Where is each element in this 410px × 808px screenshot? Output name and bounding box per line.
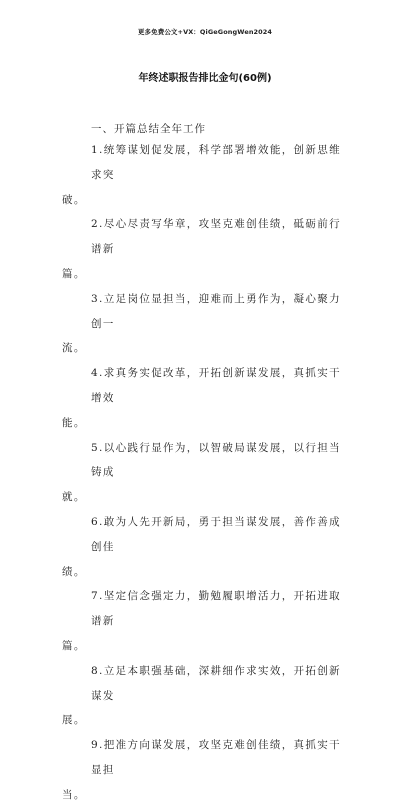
item-number: 4. (91, 367, 104, 380)
item-text: 求真务实促改革，开拓创新谋发展，真抓实干增效 (91, 367, 341, 404)
item-text-continued: 篇。 (62, 267, 86, 280)
item-text-continued: 流。 (62, 342, 86, 355)
item-number: 7. (91, 590, 104, 603)
item-number: 3. (91, 292, 104, 305)
list-item (62, 584, 341, 658)
item-text-continued: 篇。 (62, 639, 86, 652)
section-heading: 一、开篇总结全年工作 (91, 123, 206, 135)
item-number: 5. (91, 441, 104, 454)
item-text: 尽心尽责写华章，攻坚克难创佳绩，砥砺前行谱新 (91, 218, 341, 256)
list-item (62, 436, 341, 510)
item-text-continued: 当。 (62, 788, 86, 801)
item-text: 敢为人先开新局，勇于担当谋发展，善作善成创佳 (91, 515, 341, 553)
item-number: 1. (91, 144, 104, 156)
list-item (62, 733, 341, 807)
item-text: 把准方向谋发展，攻坚克难创佳绩，真抓实干显担 (91, 739, 341, 776)
item-text: 立足本职强基础，深耕细作求实效，开拓创新谋发 (91, 664, 341, 702)
item-list (62, 138, 341, 808)
item-text-continued: 绩。 (62, 565, 86, 578)
list-item (62, 659, 341, 733)
item-text-continued: 展。 (62, 714, 86, 727)
list-item (62, 212, 341, 286)
item-text-continued: 能。 (62, 416, 86, 429)
list-item (62, 287, 341, 361)
item-number: 9. (91, 739, 104, 752)
item-text: 以心践行显作为，以智破局谋发展，以行担当铸成 (91, 441, 341, 479)
item-text: 立足岗位显担当，迎难而上勇作为，凝心聚力创一 (91, 292, 341, 330)
list-item (62, 138, 341, 212)
document-title: 年终述职报告排比金句(60例) (138, 73, 272, 84)
list-item (62, 510, 341, 584)
item-text-continued: 就。 (62, 491, 86, 504)
item-text: 统筹谋划促发展，科学部署增效能，创新思维求突 (91, 144, 341, 181)
header-note: 更多免费公文+VX：QiGeGongWen2024 (137, 28, 273, 36)
list-item (62, 361, 341, 435)
item-number: 8. (91, 664, 104, 677)
item-number: 2. (91, 218, 104, 231)
item-number: 6. (91, 515, 104, 528)
item-text: 坚定信念强定力，勤勉履职增活力，开拓进取谱新 (91, 590, 341, 628)
item-text-continued: 破。 (62, 193, 86, 206)
